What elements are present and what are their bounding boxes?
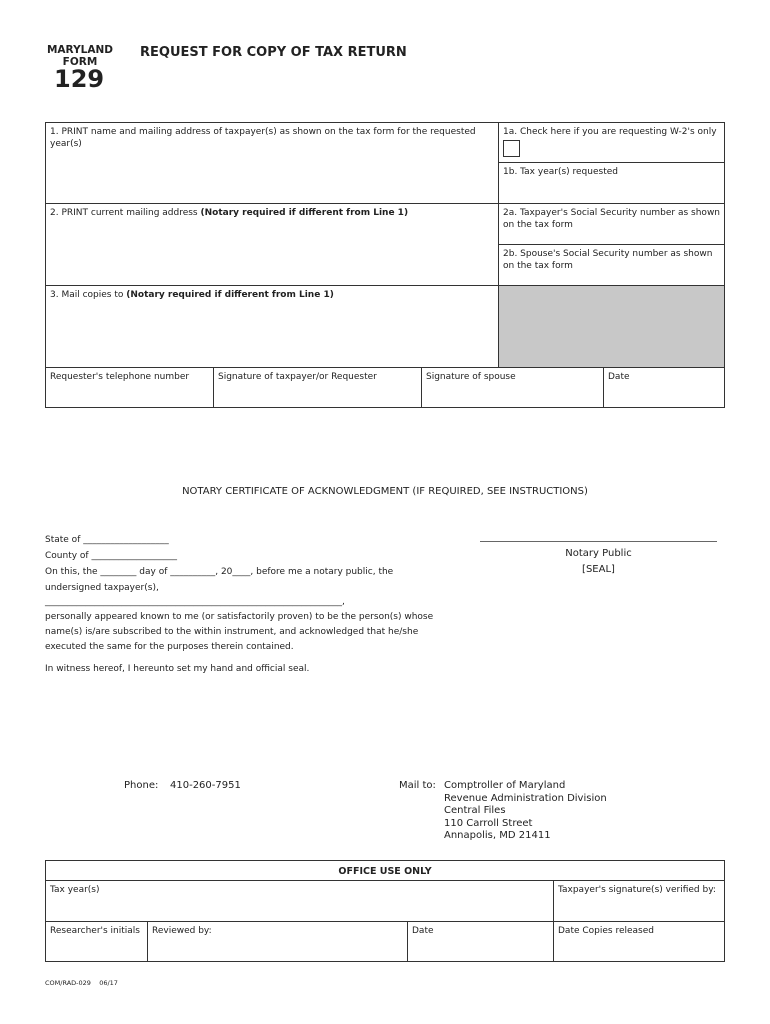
notary-state-of: State of ___________________ <box>45 535 169 545</box>
notary-seal-label: [SEAL] <box>582 564 615 575</box>
line1a-w2-only <box>498 122 725 162</box>
office-signature-verified-label: Taxpayer's signature(s) verified by: <box>558 885 716 895</box>
requester-phone-label: Requester's telephone number <box>50 372 190 382</box>
office-use-title: OFFICE USE ONLY <box>338 866 432 877</box>
phone-label: Phone: <box>124 780 159 791</box>
signature-date-field[interactable] <box>603 367 725 408</box>
office-tax-years-label: Tax year(s) <box>50 885 100 895</box>
notary-undersigned: undersigned taxpayer(s), <box>45 583 159 593</box>
requester-phone-field[interactable] <box>45 367 213 408</box>
notary-public-label: Notary Public <box>565 548 632 559</box>
form-footer <box>45 979 118 987</box>
line2b-spouse-ssn-field[interactable] <box>498 244 725 285</box>
w2-only-checkbox[interactable] <box>503 140 520 157</box>
office-date-field[interactable] <box>407 921 553 962</box>
reviewed-by-field[interactable] <box>147 921 407 962</box>
line1a-label: 1a. Check here if you are requesting W-2's only <box>503 127 717 137</box>
phone-value: 410-260-7951 <box>170 780 241 791</box>
line2-current-address-field[interactable] <box>45 203 498 285</box>
line1-label: 1. PRINT name and mailing address of taxpayer(s) as shown on the tax form for the requested year(s) <box>50 127 476 149</box>
line2b-label: 2b. Spouse's Social Security number as shown on the tax form <box>503 249 713 271</box>
address-line-5: Annapolis, MD 21411 <box>444 830 551 841</box>
office-signature-verified-field[interactable] <box>553 880 725 921</box>
line2-label: 2. PRINT current mailing address <box>50 208 201 218</box>
notary-on-this: On this, the ________ day of __________, 20____, before me a notary public, the <box>45 567 394 577</box>
address-line-2: Revenue Administration Division <box>444 792 607 804</box>
form-code: COM/RAD-029 <box>45 979 91 987</box>
notary-paragraph-line-2: name(s) is/are subscribed to the within instrument, and acknowledged that he/she <box>45 627 419 637</box>
line3-notary-note: (Notary required if different from Line 1) <box>126 290 334 300</box>
notary-heading: NOTARY CERTIFICATE OF ACKNOWLEDGMENT (IF REQUIRED, SEE INSTRUCTIONS) <box>182 486 588 497</box>
form-number: 129 <box>54 65 105 93</box>
notary-county-of: County of ___________________ <box>45 551 177 561</box>
mail-to-label: Mail to: <box>399 780 436 791</box>
mailing-address <box>444 780 607 843</box>
notary-taxpayer-name-line: __________________________________________________________________, <box>45 597 345 607</box>
address-line-4: 110 Carroll Street <box>444 817 533 829</box>
notary-witness: In witness hereof, I hereunto set my hand and official seal. <box>45 664 310 674</box>
line2-notary-note: (Notary required if different from Line 1) <box>200 208 409 218</box>
researcher-initials-label: Researcher's initials <box>50 926 140 936</box>
page-title: REQUEST FOR COPY OF TAX RETURN <box>140 45 407 60</box>
notary-signature-line[interactable] <box>480 541 717 542</box>
office-date-label: Date <box>412 926 434 936</box>
address-line-3: Central Files <box>444 805 506 816</box>
spouse-signature-field[interactable] <box>421 367 603 408</box>
line2a-taxpayer-ssn-field[interactable] <box>498 203 725 244</box>
line1b-tax-years-field[interactable] <box>498 162 725 203</box>
office-tax-years-field[interactable] <box>45 880 553 921</box>
taxpayer-signature-label: Signature of taxpayer/or Requester <box>218 372 377 382</box>
notary-paragraph-line-1: personally appeared known to me (or satisfactorily proven) to be the person(s) whose <box>45 612 434 622</box>
line3-label: 3. Mail copies to <box>50 290 127 300</box>
taxpayer-signature-field[interactable] <box>213 367 421 408</box>
signature-date-label: Date <box>608 372 630 382</box>
spouse-signature-label: Signature of spouse <box>426 372 516 382</box>
form-revision-date: 06/17 <box>99 979 118 987</box>
address-line-1: Comptroller of Maryland <box>444 780 566 791</box>
line2a-label: 2a. Taxpayer's Social Security number as shown on the tax form <box>503 208 721 230</box>
line1-taxpayer-name-address-field[interactable] <box>45 122 498 203</box>
state-name: MARYLAND <box>46 44 113 56</box>
reviewed-by-label: Reviewed by: <box>152 926 212 936</box>
date-copies-released-field[interactable] <box>553 921 725 962</box>
date-copies-released-label: Date Copies released <box>558 926 654 936</box>
researcher-initials-field[interactable] <box>45 921 147 962</box>
notary-paragraph-line-3: executed the same for the purposes therein contained. <box>45 642 294 652</box>
line3-mail-copies-to-field[interactable] <box>45 285 498 367</box>
shaded-area <box>499 286 724 367</box>
form-label: FORM <box>62 56 98 68</box>
line1b-label: 1b. Tax year(s) requested <box>503 167 618 177</box>
